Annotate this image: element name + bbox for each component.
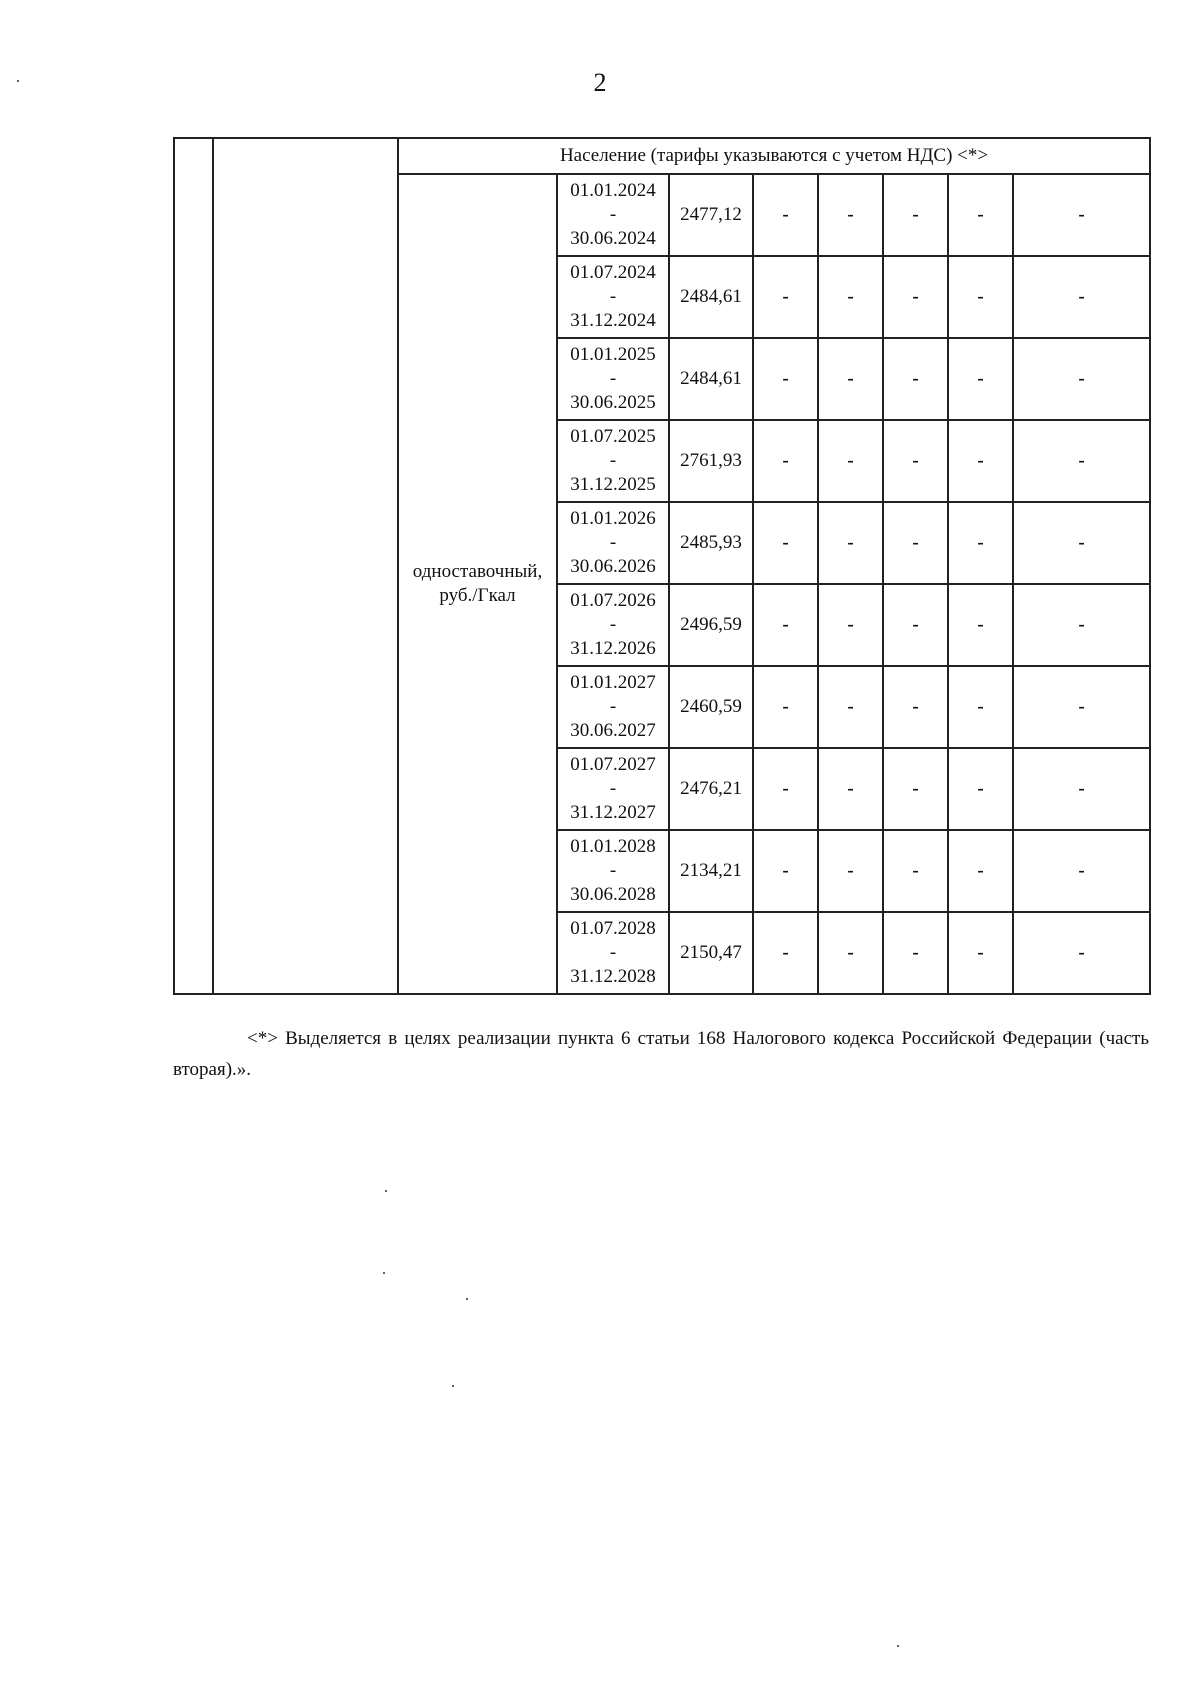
dash-cell: - <box>818 830 883 912</box>
period-start: 01.07.2025 <box>570 426 656 447</box>
dash-cell: - <box>753 420 818 502</box>
period-cell <box>557 830 669 912</box>
tariff-value-cell: 2134,21 <box>669 830 753 912</box>
period-cell <box>557 256 669 338</box>
dash-cell: - <box>753 256 818 338</box>
dash-cell: - <box>883 748 948 830</box>
dash-cell: - <box>883 666 948 748</box>
period-separator: - <box>609 696 617 717</box>
dash-cell: - <box>818 912 883 994</box>
dash-cell: - <box>1013 584 1150 666</box>
period-end: 30.06.2028 <box>570 884 656 905</box>
dash-cell: - <box>818 338 883 420</box>
period-start: 01.07.2028 <box>570 918 656 939</box>
dash-cell: - <box>753 666 818 748</box>
dash-cell: - <box>948 174 1013 256</box>
dash-cell: - <box>948 912 1013 994</box>
dash-cell: - <box>1013 420 1150 502</box>
scan-speck <box>452 1385 454 1387</box>
dash-cell: - <box>883 912 948 994</box>
dash-cell: - <box>883 584 948 666</box>
tariff-value-cell: 2150,47 <box>669 912 753 994</box>
dash-cell: - <box>948 748 1013 830</box>
period-start: 01.01.2024 <box>570 180 656 201</box>
dash-cell: - <box>1013 830 1150 912</box>
period-cell <box>557 174 669 256</box>
scan-speck <box>466 1298 468 1300</box>
dash-cell: - <box>818 666 883 748</box>
period-separator: - <box>609 532 617 553</box>
dash-cell: - <box>1013 912 1150 994</box>
period-start: 01.07.2024 <box>570 262 656 283</box>
scan-speck <box>385 1190 387 1192</box>
dash-cell: - <box>948 830 1013 912</box>
tariff-value-cell: 2496,59 <box>669 584 753 666</box>
dash-cell: - <box>883 502 948 584</box>
scan-speck <box>383 1272 385 1274</box>
period-end: 31.12.2026 <box>570 638 656 659</box>
period-separator: - <box>609 286 617 307</box>
tariff-value-cell: 2484,61 <box>669 338 753 420</box>
dash-cell: - <box>753 338 818 420</box>
period-end: 30.06.2027 <box>570 720 656 741</box>
dash-cell: - <box>948 256 1013 338</box>
dash-cell: - <box>1013 502 1150 584</box>
table-header-row <box>174 138 1150 174</box>
tariff-value-cell: 2477,12 <box>669 174 753 256</box>
dash-cell: - <box>818 502 883 584</box>
dash-cell: - <box>1013 174 1150 256</box>
period-cell <box>557 338 669 420</box>
tariff-table <box>173 137 1151 995</box>
dash-cell: - <box>818 256 883 338</box>
page-number: 2 <box>593 68 607 97</box>
tariff-value-cell: 2761,93 <box>669 420 753 502</box>
period-separator: - <box>609 860 617 881</box>
tariff-type-line: одноставочный, <box>412 561 543 582</box>
dash-cell: - <box>818 748 883 830</box>
dash-cell: - <box>818 584 883 666</box>
period-start: 01.07.2027 <box>570 754 656 775</box>
period-cell <box>557 748 669 830</box>
tariff-unit-line: руб./Гкал <box>439 585 516 606</box>
dash-cell: - <box>753 502 818 584</box>
period-end: 31.12.2025 <box>570 474 656 495</box>
dash-cell: - <box>753 174 818 256</box>
dash-cell: - <box>883 174 948 256</box>
dash-cell: - <box>1013 748 1150 830</box>
period-end: 30.06.2024 <box>570 228 656 249</box>
period-end: 30.06.2025 <box>570 392 656 413</box>
tariff-value-cell: 2484,61 <box>669 256 753 338</box>
scan-speck <box>17 80 19 82</box>
dash-cell: - <box>883 830 948 912</box>
dash-cell: - <box>883 338 948 420</box>
dash-cell: - <box>1013 256 1150 338</box>
tariff-value-cell: 2460,59 <box>669 666 753 748</box>
dash-cell: - <box>753 912 818 994</box>
period-start: 01.01.2025 <box>570 344 656 365</box>
period-separator: - <box>609 942 617 963</box>
tariff-table-body <box>174 138 1150 994</box>
period-start: 01.01.2027 <box>570 672 656 693</box>
period-cell <box>557 666 669 748</box>
dash-cell: - <box>818 420 883 502</box>
dash-cell: - <box>753 830 818 912</box>
dash-cell: - <box>1013 666 1150 748</box>
period-end: 31.12.2027 <box>570 802 656 823</box>
period-start: 01.01.2026 <box>570 508 656 529</box>
dash-cell: - <box>948 584 1013 666</box>
period-end: 31.12.2028 <box>570 966 656 987</box>
period-cell <box>557 420 669 502</box>
tariff-value-cell: 2485,93 <box>669 502 753 584</box>
tariff-type-cell <box>398 174 557 994</box>
population-header: Население (тарифы указываются с учетом НДС) <*> <box>398 138 1150 174</box>
dash-cell: - <box>948 666 1013 748</box>
period-start: 01.07.2026 <box>570 590 656 611</box>
dash-cell: - <box>818 174 883 256</box>
dash-cell: - <box>753 748 818 830</box>
dash-cell: - <box>883 256 948 338</box>
empty-name-cell <box>213 138 398 994</box>
period-separator: - <box>609 368 617 389</box>
dash-cell: - <box>1013 338 1150 420</box>
period-separator: - <box>609 450 617 471</box>
dash-cell: - <box>948 502 1013 584</box>
dash-cell: - <box>948 420 1013 502</box>
period-start: 01.01.2028 <box>570 836 656 857</box>
period-cell <box>557 912 669 994</box>
empty-index-cell <box>174 138 213 994</box>
period-separator: - <box>609 204 617 225</box>
period-separator: - <box>609 778 617 799</box>
period-cell <box>557 584 669 666</box>
period-cell <box>557 502 669 584</box>
period-separator: - <box>609 614 617 635</box>
scan-speck <box>897 1645 899 1647</box>
tariff-value-cell: 2476,21 <box>669 748 753 830</box>
dash-cell: - <box>883 420 948 502</box>
dash-cell: - <box>753 584 818 666</box>
footnote: <*> Выделяется в целях реализации пункта 6 статьи 168 Налогового кодекса Российской Федерации (часть вторая).». <box>173 1028 1149 1080</box>
period-end: 31.12.2024 <box>570 310 656 331</box>
period-end: 30.06.2026 <box>570 556 656 577</box>
dash-cell: - <box>948 338 1013 420</box>
